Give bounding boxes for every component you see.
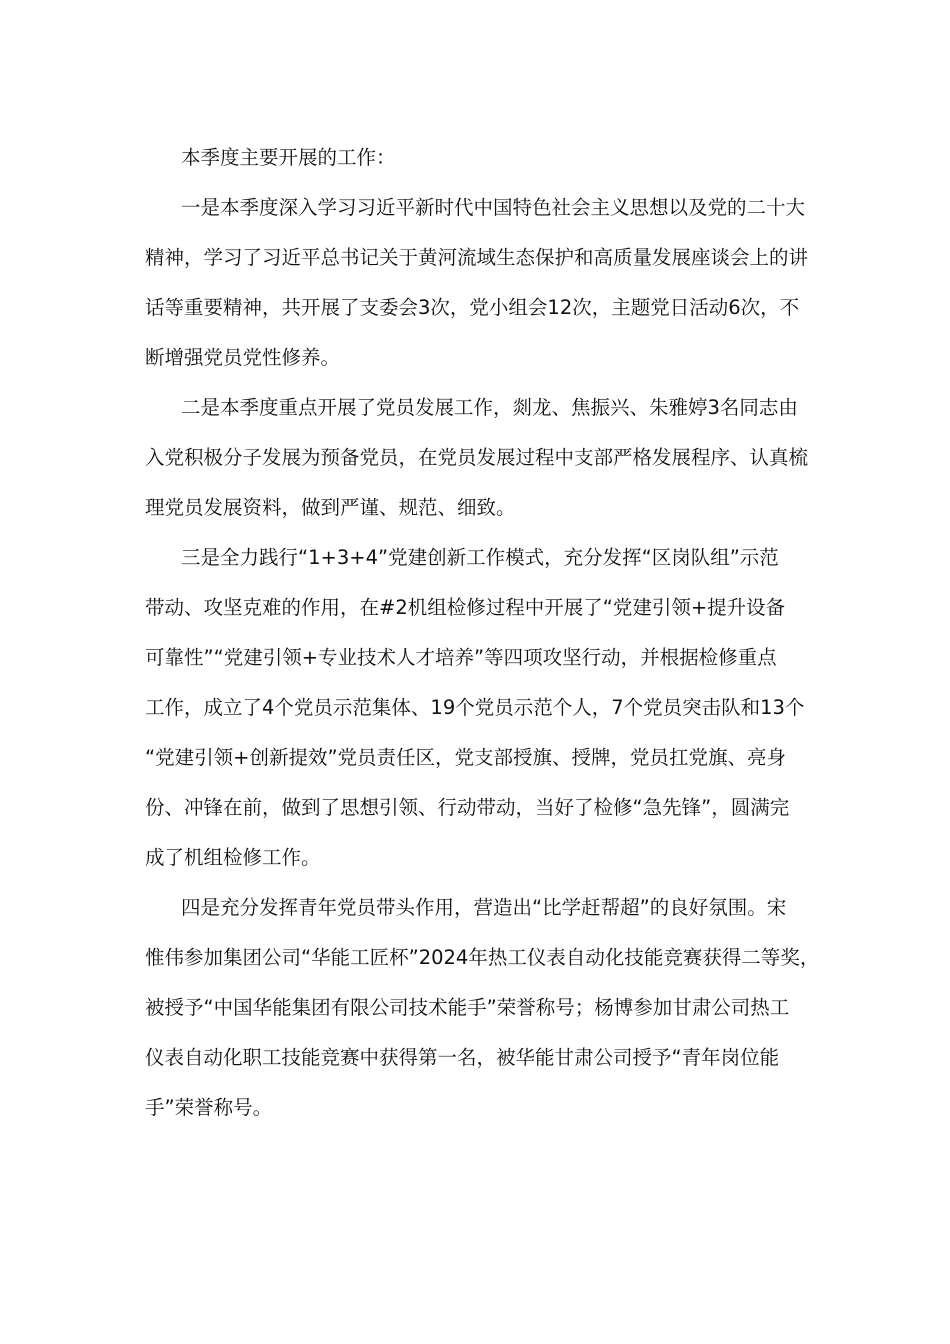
section-heading: 本季度主要开展的工作： <box>181 146 396 169</box>
paragraph-2-line-1: 二是本季度重点开展了党员发展工作，剡龙、焦振兴、朱雅婷3名同志由 <box>181 396 798 419</box>
paragraph-3-line-4: 工作，成立了4个党员示范集体、19个党员示范个人，7个党员突击队和13个 <box>145 696 805 719</box>
document-body <box>145 133 820 1133</box>
paragraph-3-line-5: “党建引领+创新提效”党员责任区，党支部授旗、授牌，党员扛党旗、亮身 <box>145 746 787 769</box>
paragraph-1-line-3: 话等重要精神，共开展了支委会3次，党小组会12次，主题党日活动6次，不 <box>145 296 800 319</box>
paragraph-4-line-3: 被授予“中国华能集团有限公司技术能手”荣誉称号；杨博参加甘肃公司热工 <box>145 996 790 1019</box>
paragraph-1-line-1: 一是本季度深入学习习近平新时代中国特色社会主义思想以及党的二十大 <box>181 196 806 219</box>
paragraph-3-line-6: 份、冲锋在前，做到了思想引领、行动带动，当好了检修“急先锋”，圆满完 <box>145 796 790 819</box>
paragraph-3-line-2: 带动、攻坚克难的作用，在#2机组检修过程中开展了“党建引领+提升设备 <box>145 596 786 619</box>
paragraph-4-line-2: 惟伟参加集团公司“华能工匠杯”2024年热工仪表自动化技能竞赛获得二等奖， <box>145 946 820 969</box>
paragraph-2-line-3: 理党员发展资料，做到严谨、规范、细致。 <box>145 496 516 519</box>
paragraph-2-line-2: 入党积极分子发展为预备党员，在党员发展过程中支部严格发展程序、认真梳 <box>145 446 809 469</box>
paragraph-3-line-7: 成了机组检修工作。 <box>145 846 321 869</box>
paragraph-4-line-1: 四是充分发挥青年党员带头作用，营造出“比学赶帮超”的良好氛围。宋 <box>181 896 787 919</box>
paragraph-4-line-4: 仪表自动化职工技能竞赛中获得第一名，被华能甘肃公司授予“青年岗位能 <box>145 1046 780 1069</box>
paragraph-3-line-3: 可靠性”“党建引领+专业技术人才培养”等四项攻坚行动，并根据检修重点 <box>145 646 777 669</box>
paragraph-1-line-4: 断增强党员党性修养。 <box>145 346 341 369</box>
paragraph-1-line-2: 精神，学习了习近平总书记关于黄河流域生态保护和高质量发展座谈会上的讲 <box>145 246 809 269</box>
paragraph-4-line-5: 手”荣誉称号。 <box>145 1096 273 1119</box>
paragraph-3-line-1: 三是全力践行“1+3+4”党建创新工作模式，充分发挥“区岗队组”示范 <box>181 546 779 569</box>
